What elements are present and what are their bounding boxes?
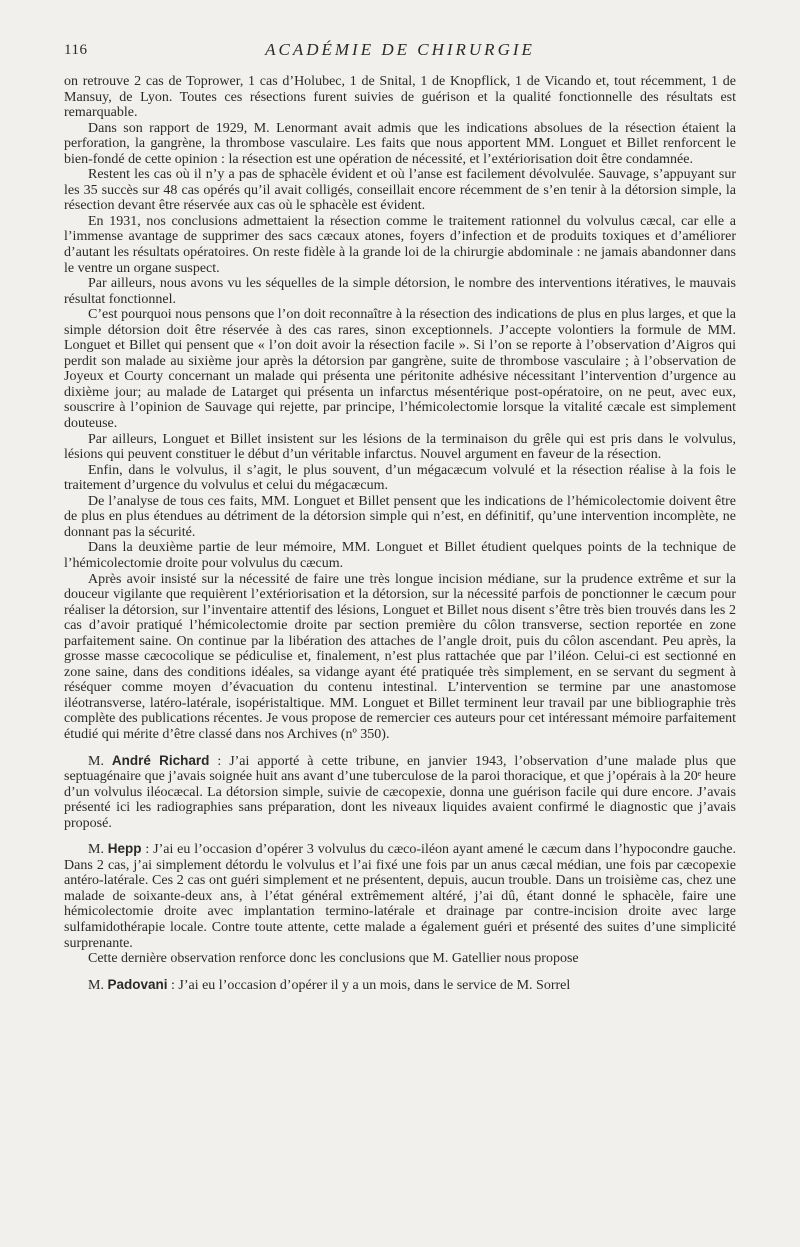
paragraph: Enfin, dans le volvulus, il s’agit, le plus souvent, d’un mégacæcum volvulé et la résection réalise à la fois le traitement d’urgence du volvulus et celui du mégacæcum. bbox=[64, 462, 736, 494]
speech-text: : J’ai eu l’occasion d’opérer 3 volvulus du cæco-iléon ayant amené le cæcum dans l’hypocondre gauche. Dans 2 cas, j’ai simplement détordu le volvulus et l’ai fixé une fois par un anus cæcal médian, une fois par cæcopexie antéro-latérale. Ces 2 cas ont guéri simplement et ne présentent, depuis, aucun trouble. Dans un troisième cas, chez une malade de soixante-deux ans, à l’état général extrêmement altéré, j’ai dû, étant donné le sphacèle, faire une hémicolectomie droite avec implantation termino-latérale et drainage par contre-incision droite avec large sulfamidothérapie locale. Contre toute attente, cette malade a également guéri et présenté des suites d’une simplicité surprenante. bbox=[64, 842, 736, 951]
paragraph: Restent les cas où il n’y a pas de sphacèle évident et où l’anse est facilement dévolvulée. Sauvage, s’appuyant sur les 35 succès sur 48 cas opérés qu’il avait colligés, conseillait encore récemment de s’en tenir à la détorsion simple, la résection devant être réservée aux cas où le sphacèle est évident. bbox=[64, 167, 736, 214]
paragraph: Par ailleurs, Longuet et Billet insistent sur les lésions de la terminaison du grêle qui est pris dans le volvulus, lésions qui peuvent constituer le début d’un véritable infarctus. Nouvel argument en faveur de la résection. bbox=[64, 431, 736, 463]
paragraph: on retrouve 2 cas de Toprower, 1 cas d’Holubec, 1 de Snital, 1 de Knopflick, 1 de Vicando et, tout récemment, 1 de Mansuy, de Lyon. Toutes ces résections furent suivies de guérison et la qualité fonctionnelle des résultats est remarquable. bbox=[64, 74, 736, 121]
speech-richard bbox=[64, 753, 736, 832]
speech-text: : J’ai eu l’occasion d’opérer il y a un mois, dans le service de M. Sorrel bbox=[167, 977, 571, 993]
paragraph: Cette dernière observation renforce donc les conclusions que M. Gatellier nous propose bbox=[88, 951, 579, 967]
speaker-name: Padovani bbox=[107, 976, 168, 992]
paragraph: Par ailleurs, nous avons vu les séquelles de la simple détorsion, le nombre des interventions itératives, le mauvais résultat fonctionnel. bbox=[64, 276, 736, 307]
speech-text: : J’ai apporté à cette tribune, en janvier 1943, l’observation d’une malade plus que septuagénaire que j’avais soignée huit ans avant d’une tuberculose de la paroi thoracique, et que j’opérais à la 20ᵉ heure d’un volvulus iléocæcal. La détorsion simple, suivie de cæcopexie, donna une guérison facile qui dure encore. J’avais présenté ici les radiographies sans préparation, dont les niveaux liquides avaient confirmé le diagnostic que j’avais proposé. bbox=[64, 753, 736, 831]
paragraph: Dans son rapport de 1929, M. Lenormant avait admis que les indications absolues de la résection étaient la perforation, la gangrène, la thrombose vasculaire. Les faits que nous apportent MM. Longuet et Billet renforcent le bien-fondé de cette opinion : la résection est une opération de nécessité, et l’extériorisation doit être condamnée. bbox=[64, 120, 736, 167]
running-title: ACADÉMIE DE CHIRURGIE bbox=[265, 40, 535, 59]
speaker-prefix: M. bbox=[88, 753, 112, 769]
speaker-prefix: M. bbox=[88, 842, 108, 858]
speech-padovani bbox=[64, 977, 736, 994]
speaker-prefix: M. bbox=[88, 977, 108, 993]
paragraph: Après avoir insisté sur la nécessité de faire une très longue incision médiane, sur la prudence extrême et sur la douceur vigilante que requièrent l’extériorisation et la détorsion, sur la nécessité parfois de ponctionner le cæcum pour réaliser la détorsion, sur l’inventaire attentif des lésions, Longuet et Billet nous disent s’être très bien trouvés dans les 2 cas d’avoir pratiqué l’hémicolectomie droite par section première du côlon transverse, section reportée en zone parfaitement saine. On continue par la libération des attaches de l’angle droit, puis du côlon ascendant. Peu après, la grosse masse cæcocolique se pédiculise et, finalement, n’est plus rattachée que par l’iléon. Celui-ci est sectionné en zone saine, dans des conditions idéales, sa vidange ayant été pratiquée très simplement, en se servant du segment à réséquer comme moyen d’évacuation du contenu intestinal. L’intervention se termine par une anastomose iléotransverse, latéro-latérale, isopéristaltique. MM. Longuet et Billet terminent leur travail par une bibliographie très complète des publications récentes. Je vous propose de remercier ces auteurs pour cet intéressant mémoire parfaitement étudié qui mérite d’être classé dans nos Archives (nº 350). bbox=[64, 571, 736, 742]
paragraph: De l’analyse de tous ces faits, MM. Longuet et Billet pensent que les indications de l’hémicolectomie doivent être de plus en plus étendues au détriment de la détorsion simple qui n’est, en définitif, qu’une intervention incomplète, ne donnant pas la sécurité. bbox=[64, 493, 736, 540]
page-header bbox=[64, 38, 736, 66]
speaker-name: Hepp bbox=[107, 841, 142, 857]
paragraph: C’est pourquoi nous pensons que l’on doit reconnaître à la résection des indications de plus en plus larges, et que la simple détorsion doit être réservée à des cas rares, sinon exceptionnels. J’accepte volontiers la formule de MM. Longuet et Billet qui pensent que « l’on doit avoir la résection facile ». Si l’on se reporte à l’observation d’Aigros qui perdit son malade au sixième jour après la détorsion par gangrène, suite de thrombose vasculaire ; à l’observation de Joyeux et Courty concernant un malade qui présenta une péritonite adhésive nécessitant l’intervention d’urgence au dixième jour; au malade de Latarget qui présenta un infarctus mésentérique post-opératoire, on ne peut, avec eux, souscrire à l’opinion de Sauvage qui rejette, par principe, l’hémicolectomie lorsque la vitalité cæcale est simplement douteuse. bbox=[64, 307, 736, 432]
speech-hepp bbox=[64, 841, 736, 951]
paragraph: Dans la deuxième partie de leur mémoire, MM. Longuet et Billet étudient quelques points de la technique de l’hémicolectomie droite pour volvulus du cæcum. bbox=[64, 540, 736, 571]
speaker-name: André Richard bbox=[111, 752, 210, 768]
body-text bbox=[64, 74, 736, 993]
page-number: 116 bbox=[64, 42, 88, 58]
paragraph: En 1931, nos conclusions admettaient la résection comme le traitement rationnel du volvulus cæcal, car elle a l’immense avantage de supprimer des sacs cæcaux atones, foyers d’infection et de produits toxiques et d’améliorer d’autant les résultats opératoires. On reste fidèle à la grande loi de la chirurgie abdominale : ne jamais abandonner dans le ventre un organe suspect. bbox=[64, 213, 736, 276]
